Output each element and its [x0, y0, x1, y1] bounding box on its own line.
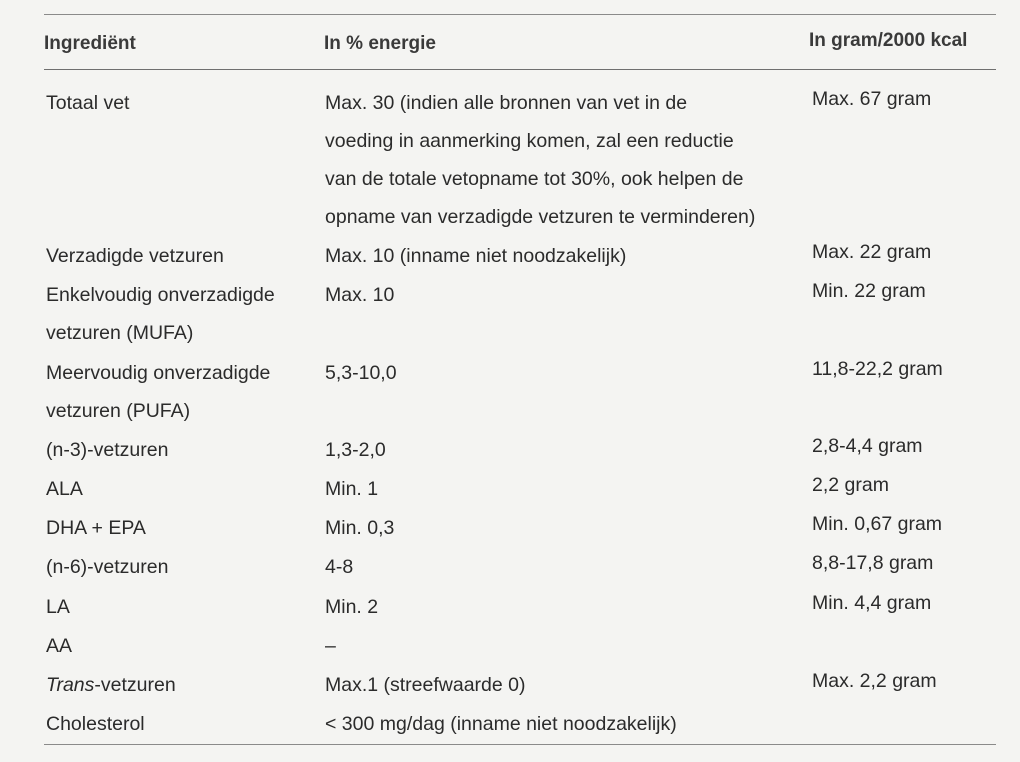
energy-line: Min. 2 [325, 595, 379, 618]
header-ingredient: Ingrediënt [44, 33, 136, 54]
gram-cell: Min. 22 gram [812, 280, 926, 303]
gram-cell: 2,8-4,4 gram [812, 434, 923, 457]
ingredient-line: vetzuren (PUFA) [46, 399, 191, 422]
ingredient-cell [46, 509, 146, 547]
ingredient-line: DHA + EPA [46, 517, 146, 540]
energy-line: 5,3-10,0 [325, 361, 397, 384]
ingredient-cell [46, 84, 129, 122]
gram-cell: 8,8-17,8 gram [812, 552, 934, 575]
gram-cell: Max. 2,2 gram [812, 670, 937, 692]
ingredient-cell [46, 276, 275, 352]
energy-cell [325, 588, 378, 626]
energy-cell [325, 84, 755, 236]
ingredient-line: Cholesterol [46, 713, 145, 736]
energy-line: – [325, 634, 336, 657]
energy-line: 4-8 [325, 556, 354, 579]
energy-cell [325, 431, 386, 469]
energy-cell [325, 666, 526, 704]
ingredient-line: Meervoudig onverzadigde [46, 361, 271, 384]
energy-line: Max. 30 (indien alle bronnen van vet in de [325, 92, 688, 114]
header-energy: In % energie [324, 33, 436, 54]
ingredient-cell [46, 354, 270, 430]
header-rule [44, 69, 996, 70]
ingredient-italic-prefix: Trans [46, 674, 95, 696]
ingredient-line: (n-6)-vetzuren [46, 556, 169, 579]
bottom-rule [44, 744, 996, 745]
ingredient-cell [46, 705, 145, 743]
ingredient-cell [46, 431, 168, 469]
ingredient-cell [46, 588, 70, 626]
ingredient-cell [46, 237, 224, 275]
ingredient-cell [46, 627, 72, 665]
ingredient-line: Verzadigde vetzuren [46, 245, 224, 268]
ingredient-line: Totaal vet [46, 92, 130, 114]
gram-cell: Max. 22 gram [812, 241, 932, 264]
energy-line: Min. 1 [325, 478, 379, 500]
gram-cell: 2,2 gram [812, 474, 889, 496]
energy-line: Min. 0,3 [325, 517, 395, 540]
energy-line: opname van verzadigde vetzuren te verminderen) [325, 206, 756, 228]
ingredient-line: ALA [46, 478, 83, 500]
energy-line: Max.1 (streefwaarde 0) [325, 674, 526, 696]
energy-cell [325, 705, 677, 743]
energy-cell [325, 237, 626, 275]
ingredient-cell [46, 666, 176, 704]
ingredient-line: vetzuren (MUFA) [46, 322, 194, 345]
header-gram: In gram/2000 kcal [809, 30, 968, 51]
gram-cell: Min. 0,67 gram [812, 513, 943, 536]
ingredient-line: Enkelvoudig onverzadigde [46, 284, 275, 307]
ingredient-line: (n-3)-vetzuren [46, 438, 169, 461]
ingredient-cell [46, 548, 168, 586]
ingredient-cell [46, 470, 83, 508]
energy-cell [325, 276, 394, 314]
energy-line: Max. 10 (inname niet noodzakelijk) [325, 245, 627, 268]
energy-cell [325, 548, 353, 586]
energy-line: Max. 10 [325, 284, 395, 307]
gram-cell: Max. 67 gram [812, 88, 932, 110]
energy-line: van de totale vetopname tot 30%, ook helpen de [325, 168, 744, 190]
top-rule [44, 14, 996, 15]
ingredient-suffix: -vetzuren [94, 674, 176, 696]
ingredient-line: AA [46, 634, 73, 657]
energy-cell [325, 627, 336, 665]
ingredient-line: LA [46, 595, 70, 618]
gram-cell: Min. 4,4 gram [812, 591, 932, 614]
energy-cell [325, 509, 394, 547]
gram-cell: 11,8-22,2 gram [812, 357, 943, 380]
energy-line: voeding in aanmerking komen, zal een reductie [325, 130, 734, 152]
energy-cell [325, 354, 397, 392]
energy-cell [325, 470, 378, 508]
energy-line: 1,3-2,0 [325, 438, 386, 461]
ingredient-line [46, 666, 176, 704]
energy-line: < 300 mg/dag (inname niet noodzakelijk) [325, 713, 677, 736]
